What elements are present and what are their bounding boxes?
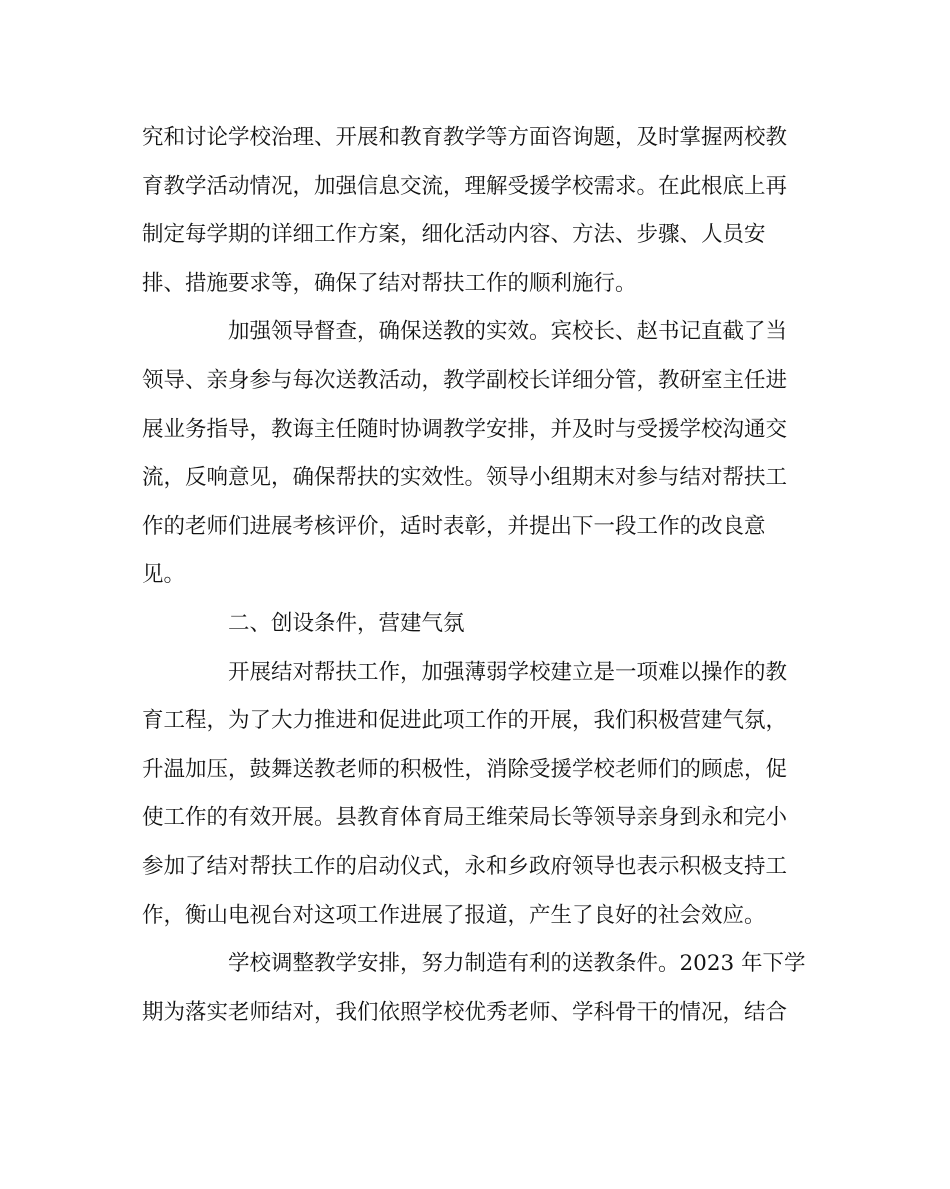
- text-line: 见。: [142, 562, 186, 588]
- text-line: 领导、亲身参与每次送教活动，教学副校长详细分管，教研室主任进: [142, 367, 788, 393]
- text-line: 制定每学期的详细工作方案，细化活动内容、方法、步骤、人员安: [142, 222, 766, 248]
- text-line: 展业务指导，教诲主任随时协调教学安排，并及时与受援学校沟通交: [142, 416, 788, 442]
- text-line: 升温加压，鼓舞送教老师的积极性，消除受援学校老师们的顾虑，促: [142, 756, 788, 782]
- text-line: 育工程，为了大力推进和促进此项工作的开展，我们积极营建气氛，: [142, 708, 788, 734]
- paragraph-first-line: 加强领导督查，确保送教的实效。宾校长、赵书记直截了当: [228, 319, 788, 345]
- text-line: 究和讨论学校治理、开展和教育教学等方面咨询题，及时掌握两校教: [142, 125, 788, 150]
- text-line: 流，反响意见，确保帮扶的实效性。领导小组期末对参与结对帮扶工: [142, 465, 788, 491]
- paragraph-first-line: 学校调整教学安排，努力制造有利的送教条件。2023 年下学: [228, 951, 806, 977]
- text-line: 参加了结对帮扶工作的启动仪式，永和乡政府领导也表示积极支持工: [142, 853, 788, 879]
- section-heading: 二、创设条件，营建气氛: [228, 610, 465, 636]
- text-line: 使工作的有效开展。县教育体育局王维荣局长等领导亲身到永和完小: [142, 805, 788, 831]
- paragraph-first-line: 开展结对帮扶工作，加强薄弱学校建立是一项难以操作的教: [228, 659, 788, 685]
- body-text: [142, 122, 806, 1045]
- text-line: 作的老师们进展考核评价，适时表彰，并提出下一段工作的改良意: [142, 513, 766, 539]
- text-line: 作，衡山电视台对这项工作进展了报道，产生了良好的社会效应。: [142, 902, 766, 928]
- text-line: 期为落实老师结对，我们依照学校优秀老师、学科骨干的情况，结合: [142, 999, 788, 1025]
- text-line: 育教学活动情况，加强信息交流，理解受援学校需求。在此根底上再: [142, 173, 788, 199]
- text-line: 排、措施要求等，确保了结对帮扶工作的顺利施行。: [142, 270, 637, 296]
